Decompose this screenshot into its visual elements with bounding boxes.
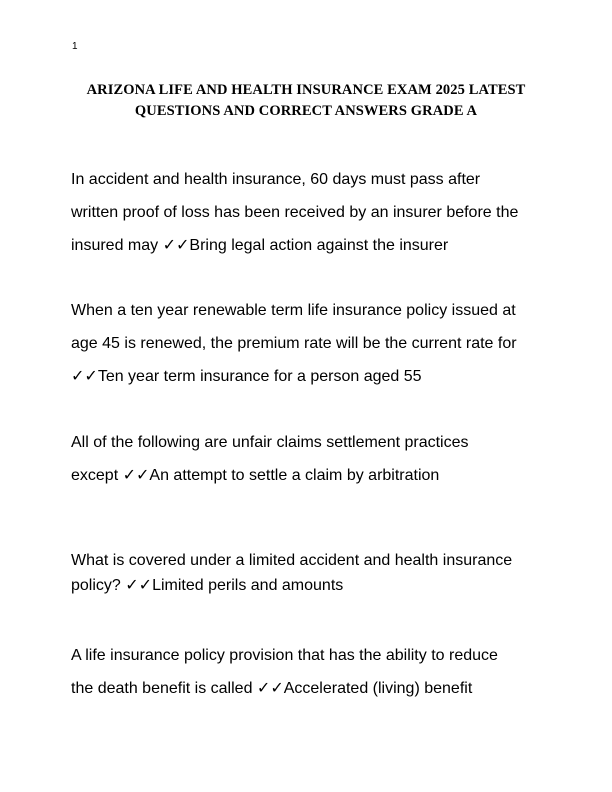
answer-text: Bring legal action against the insurer — [189, 237, 449, 254]
answer-text: An attempt to settle a claim by arbitration — [149, 467, 440, 484]
question-answer-line — [71, 360, 551, 393]
title-line-2: QUESTIONS AND CORRECT ANSWERS GRADE A — [134, 103, 478, 119]
question-tail: except — [71, 467, 123, 484]
qa-item-2 — [71, 294, 551, 393]
question-line: In accident and health insurance, 60 days must pass after — [71, 171, 481, 188]
check-mark-icon: ✓✓ — [122, 467, 150, 484]
question-line: written proof of loss has been received by an insurer before the — [71, 204, 519, 221]
qa-item-1 — [71, 163, 551, 262]
check-mark-icon: ✓✓ — [71, 368, 98, 385]
question-line: A life insurance policy provision that has the ability to reduce — [71, 647, 498, 664]
question-line: age 45 is renewed, the premium rate will be the current rate for — [71, 335, 517, 352]
document-title — [40, 80, 572, 122]
question-answer-line — [71, 573, 551, 598]
question-answer-line — [71, 672, 551, 705]
answer-text: Ten year term insurance for a person aged 55 — [97, 368, 422, 385]
question-answer-line — [71, 459, 551, 492]
question-tail: policy? — [71, 577, 126, 594]
question-line: When a ten year renewable term life insurance policy issued at — [71, 302, 516, 319]
question-line: What is covered under a limited accident and health insurance — [71, 552, 513, 569]
question-answer-line — [71, 229, 551, 262]
check-mark-icon: ✓✓ — [162, 237, 190, 254]
question-line: All of the following are unfair claims settlement practices — [71, 434, 469, 451]
answer-text: Accelerated (living) benefit — [283, 680, 473, 697]
check-mark-icon: ✓✓ — [256, 680, 284, 697]
qa-item-4 — [71, 548, 551, 598]
question-tail: insured may — [71, 237, 163, 254]
question-tail: the death benefit is called — [71, 680, 257, 697]
title-line-1: ARIZONA LIFE AND HEALTH INSURANCE EXAM 2025 LATEST — [86, 82, 526, 98]
page-number: 1 — [72, 41, 78, 52]
answer-text: Limited perils and amounts — [152, 577, 344, 594]
qa-item-3 — [71, 426, 551, 492]
qa-item-5 — [71, 639, 551, 705]
check-mark-icon: ✓✓ — [125, 577, 153, 594]
